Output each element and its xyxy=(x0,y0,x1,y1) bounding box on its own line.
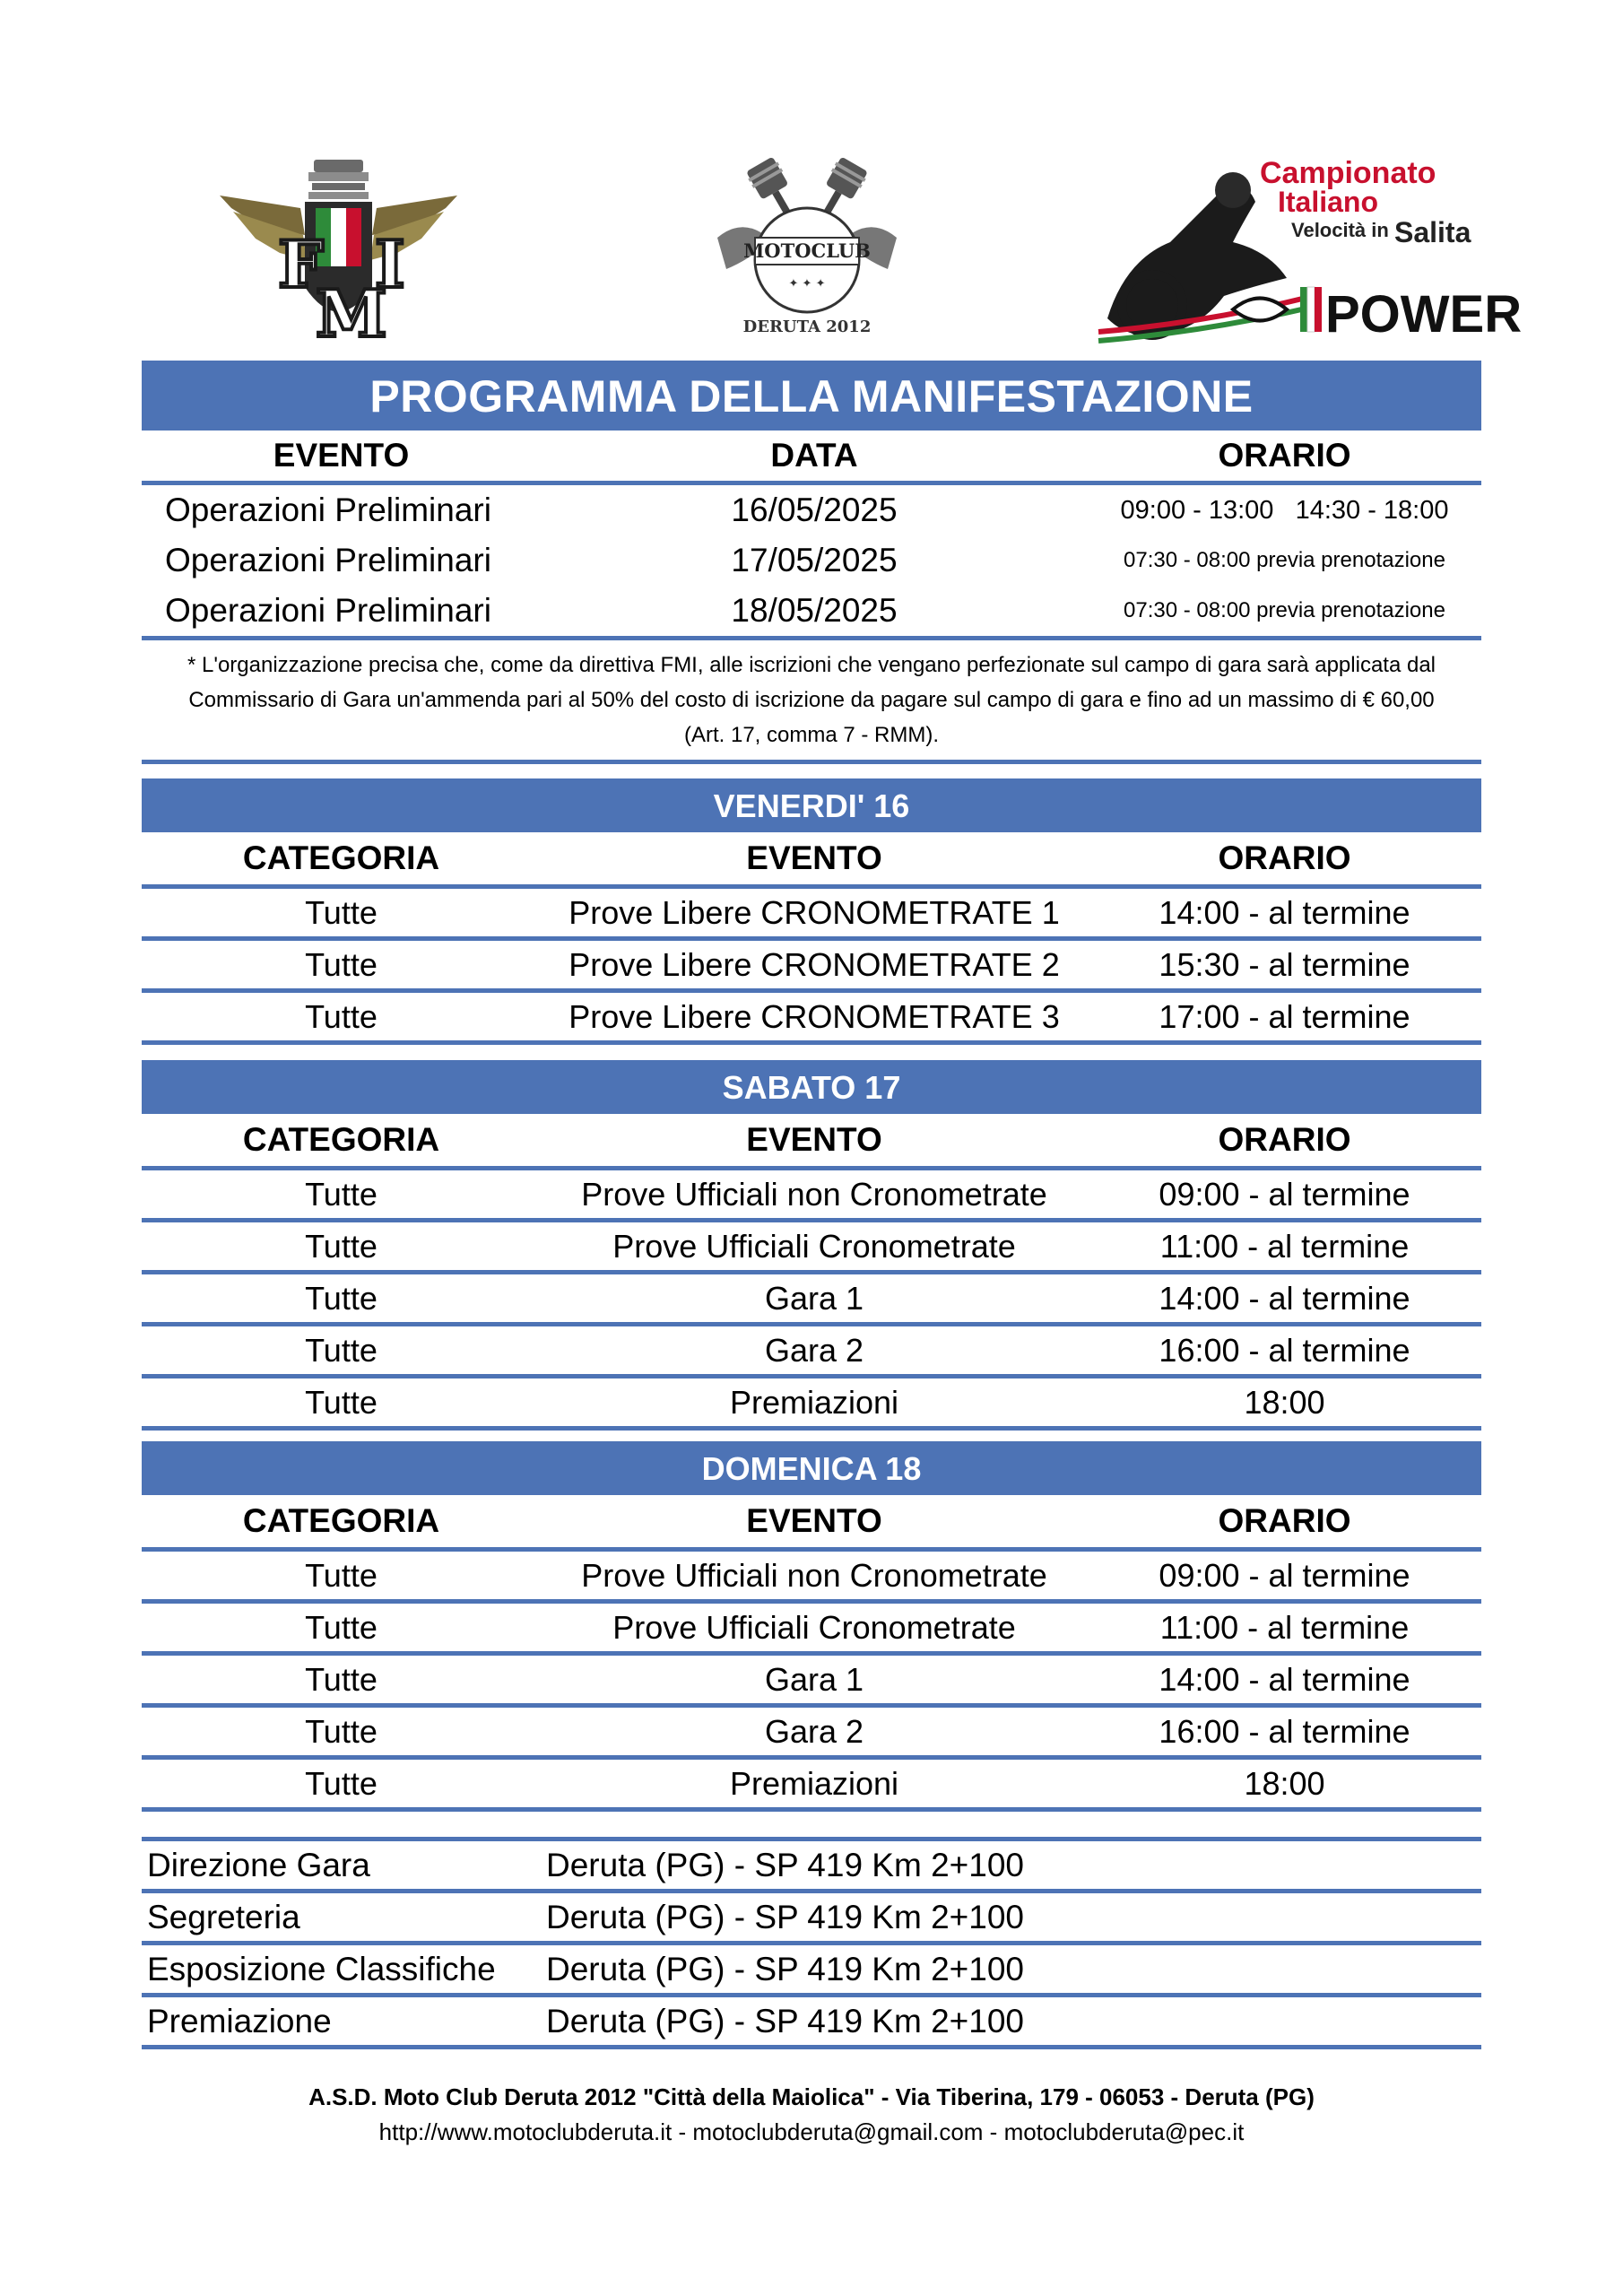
row-categoria: Tutte xyxy=(305,1227,378,1265)
schedule-row xyxy=(142,1222,1481,1270)
row-orario: 11:00 - al termine xyxy=(1159,1227,1410,1265)
svg-text:F: F xyxy=(278,226,325,302)
divider xyxy=(142,1426,1481,1431)
info-label: Segreteria xyxy=(147,1898,300,1935)
divider xyxy=(142,1807,1481,1812)
programma-orario: 09:00 - 13:00 14:30 - 18:00 xyxy=(1120,495,1449,525)
schedule-row xyxy=(142,993,1481,1040)
row-evento: Prove Libere CRONOMETRATE 2 xyxy=(568,945,1060,983)
row-orario: 16:00 - al termine xyxy=(1159,1331,1410,1369)
schedule-row xyxy=(142,1760,1481,1807)
row-orario: 18:00 xyxy=(1244,1764,1325,1802)
header-evento: EVENTO xyxy=(273,437,410,474)
programma-note xyxy=(142,640,1481,760)
divider xyxy=(142,2045,1481,2049)
header-categoria: CATEGORIA xyxy=(242,1121,440,1158)
header-data: DATA xyxy=(770,437,858,474)
row-evento: Prove Ufficiali Cronometrate xyxy=(612,1608,1016,1646)
footer xyxy=(0,2079,1623,2149)
programma-data: 16/05/2025 xyxy=(731,491,898,528)
logo-row xyxy=(0,152,1623,359)
day-header-row xyxy=(142,1495,1481,1547)
day-section-venerdi xyxy=(142,778,1481,1045)
schedule-row xyxy=(142,889,1481,936)
note-line: (Art. 17, comma 7 - RMM). xyxy=(683,723,940,747)
row-orario: 14:00 - al termine xyxy=(1159,1660,1410,1698)
row-evento: Prove Libere CRONOMETRATE 1 xyxy=(568,893,1060,931)
schedule-row xyxy=(142,1552,1481,1599)
svg-text:I: I xyxy=(375,226,405,302)
schedule-row xyxy=(142,1604,1481,1651)
schedule-row xyxy=(142,1378,1481,1426)
row-evento: Gara 1 xyxy=(764,1279,864,1317)
footer-contacts: http://www.motoclubderuta.it - motoclubderuta@gmail.com - motoclubderuta@pec.it xyxy=(378,2118,1245,2145)
row-categoria: Tutte xyxy=(305,1764,378,1802)
info-value: Deruta (PG) - SP 419 Km 2+100 xyxy=(546,2002,1024,2039)
header-evento: EVENTO xyxy=(746,839,882,876)
civs-line3: Velocità in xyxy=(1291,219,1389,241)
row-evento: Prove Libere CRONOMETRATE 3 xyxy=(568,997,1060,1035)
schedule-row xyxy=(142,941,1481,988)
row-evento: Prove Ufficiali non Cronometrate xyxy=(581,1556,1047,1594)
day-title: VENERDI' 16 xyxy=(142,778,1481,832)
row-categoria: Tutte xyxy=(305,1175,378,1213)
row-orario: 14:00 - al termine xyxy=(1159,1279,1410,1317)
row-categoria: Tutte xyxy=(305,1279,378,1317)
programma-section xyxy=(142,361,1481,764)
header-categoria: CATEGORIA xyxy=(242,839,440,876)
row-orario: 14:00 - al termine xyxy=(1159,893,1410,931)
programma-row xyxy=(142,586,1481,636)
civs-logo xyxy=(1098,152,1523,359)
footer-address: A.S.D. Moto Club Deruta 2012 "Città della Maiolica" - Via Tiberina, 179 - 06053 - Deruta (PG) xyxy=(308,2083,1315,2110)
row-categoria: Tutte xyxy=(305,1712,378,1750)
row-categoria: Tutte xyxy=(305,1383,378,1421)
header-evento: EVENTO xyxy=(746,1121,882,1158)
programma-row xyxy=(142,485,1481,535)
row-categoria: Tutte xyxy=(305,1331,378,1369)
row-evento: Prove Ufficiali Cronometrate xyxy=(612,1227,1016,1265)
row-evento: Gara 2 xyxy=(764,1712,864,1750)
day-header-row xyxy=(142,832,1481,884)
row-evento: Premiazioni xyxy=(729,1764,899,1802)
programma-header-row xyxy=(142,430,1481,481)
svg-text:M: M xyxy=(316,275,387,352)
row-evento: Premiazioni xyxy=(729,1383,899,1421)
civs-line4: Salita xyxy=(1394,216,1471,248)
day-title: DOMENICA 18 xyxy=(142,1441,1481,1495)
programma-title: PROGRAMMA DELLA MANIFESTAZIONE xyxy=(142,361,1481,430)
header-evento: EVENTO xyxy=(746,1502,882,1539)
divider xyxy=(142,1040,1481,1045)
row-orario: 17:00 - al termine xyxy=(1159,997,1410,1035)
schedule-row xyxy=(142,1274,1481,1322)
programma-evento: Operazioni Preliminari xyxy=(165,491,491,528)
day-section-sabato xyxy=(142,1060,1481,1431)
info-label: Direzione Gara xyxy=(147,1846,370,1883)
programma-data: 17/05/2025 xyxy=(731,542,898,578)
header-orario: ORARIO xyxy=(1218,1502,1351,1539)
fmi-logo xyxy=(215,152,462,359)
row-categoria: Tutte xyxy=(305,1608,378,1646)
info-row xyxy=(142,1945,1481,1993)
civs-line2: Italiano xyxy=(1278,186,1379,218)
civs-line1: Campionato xyxy=(1260,156,1436,190)
header-orario: ORARIO xyxy=(1218,1121,1351,1158)
programma-orario: 07:30 - 08:00 previa prenotazione xyxy=(1124,598,1445,622)
note-line: Commissario di Gara un'ammenda pari al 50% del costo di iscrizione da pagare sul campo di gara e fino ad un massimo di € 60,00 xyxy=(188,688,1435,712)
row-categoria: Tutte xyxy=(305,1556,378,1594)
row-categoria: Tutte xyxy=(305,1660,378,1698)
row-orario: 16:00 - al termine xyxy=(1159,1712,1410,1750)
schedule-row xyxy=(142,1170,1481,1218)
motoclub-ring-text: DERUTA 2012 xyxy=(742,317,872,336)
info-value: Deruta (PG) - SP 419 Km 2+100 xyxy=(546,1898,1024,1935)
schedule-row xyxy=(142,1326,1481,1374)
row-evento: Gara 1 xyxy=(764,1660,864,1698)
programma-evento: Operazioni Preliminari xyxy=(165,592,491,629)
row-orario: 09:00 - al termine xyxy=(1159,1175,1410,1213)
divider xyxy=(142,760,1481,764)
header-categoria: CATEGORIA xyxy=(242,1502,440,1539)
svg-text:✦ ✦ ✦: ✦ ✦ ✦ xyxy=(788,277,826,291)
day-section-domenica xyxy=(142,1441,1481,1812)
note-line: * L'organizzazione precisa che, come da direttiva FMI, alle iscrizioni che vengano perfezionate sul campo di gara sarà applicata dal xyxy=(187,653,1436,677)
row-orario: 15:30 - al termine xyxy=(1159,945,1410,983)
info-section xyxy=(142,1837,1481,2049)
day-header-row xyxy=(142,1114,1481,1166)
row-orario: 18:00 xyxy=(1244,1383,1325,1421)
info-row xyxy=(142,1841,1481,1889)
info-row xyxy=(142,1893,1481,1941)
programma-evento: Operazioni Preliminari xyxy=(165,542,491,578)
row-categoria: Tutte xyxy=(305,893,378,931)
schedule-row xyxy=(142,1656,1481,1703)
header-orario: ORARIO xyxy=(1218,437,1351,474)
header-orario: ORARIO xyxy=(1218,839,1351,876)
civs-sponsor: POWER xyxy=(1325,285,1523,344)
row-evento: Prove Ufficiali non Cronometrate xyxy=(581,1175,1047,1213)
programma-data: 18/05/2025 xyxy=(731,592,898,629)
info-value: Deruta (PG) - SP 419 Km 2+100 xyxy=(546,1846,1024,1883)
row-categoria: Tutte xyxy=(305,945,378,983)
info-row xyxy=(142,1997,1481,2045)
row-evento: Gara 2 xyxy=(764,1331,864,1369)
info-label: Premiazione xyxy=(147,2002,332,2039)
row-orario: 11:00 - al termine xyxy=(1159,1608,1410,1646)
row-categoria: Tutte xyxy=(305,997,378,1035)
info-label: Esposizione Classifiche xyxy=(147,1950,496,1987)
row-orario: 09:00 - al termine xyxy=(1159,1556,1410,1594)
programma-orario: 07:30 - 08:00 previa prenotazione xyxy=(1124,548,1445,572)
info-value: Deruta (PG) - SP 419 Km 2+100 xyxy=(546,1950,1024,1987)
motoclub-deruta-logo xyxy=(708,152,906,359)
programma-row xyxy=(142,535,1481,586)
motoclub-logo-text: MOTOCLUB xyxy=(743,239,871,262)
day-title: SABATO 17 xyxy=(142,1060,1481,1114)
schedule-row xyxy=(142,1708,1481,1755)
